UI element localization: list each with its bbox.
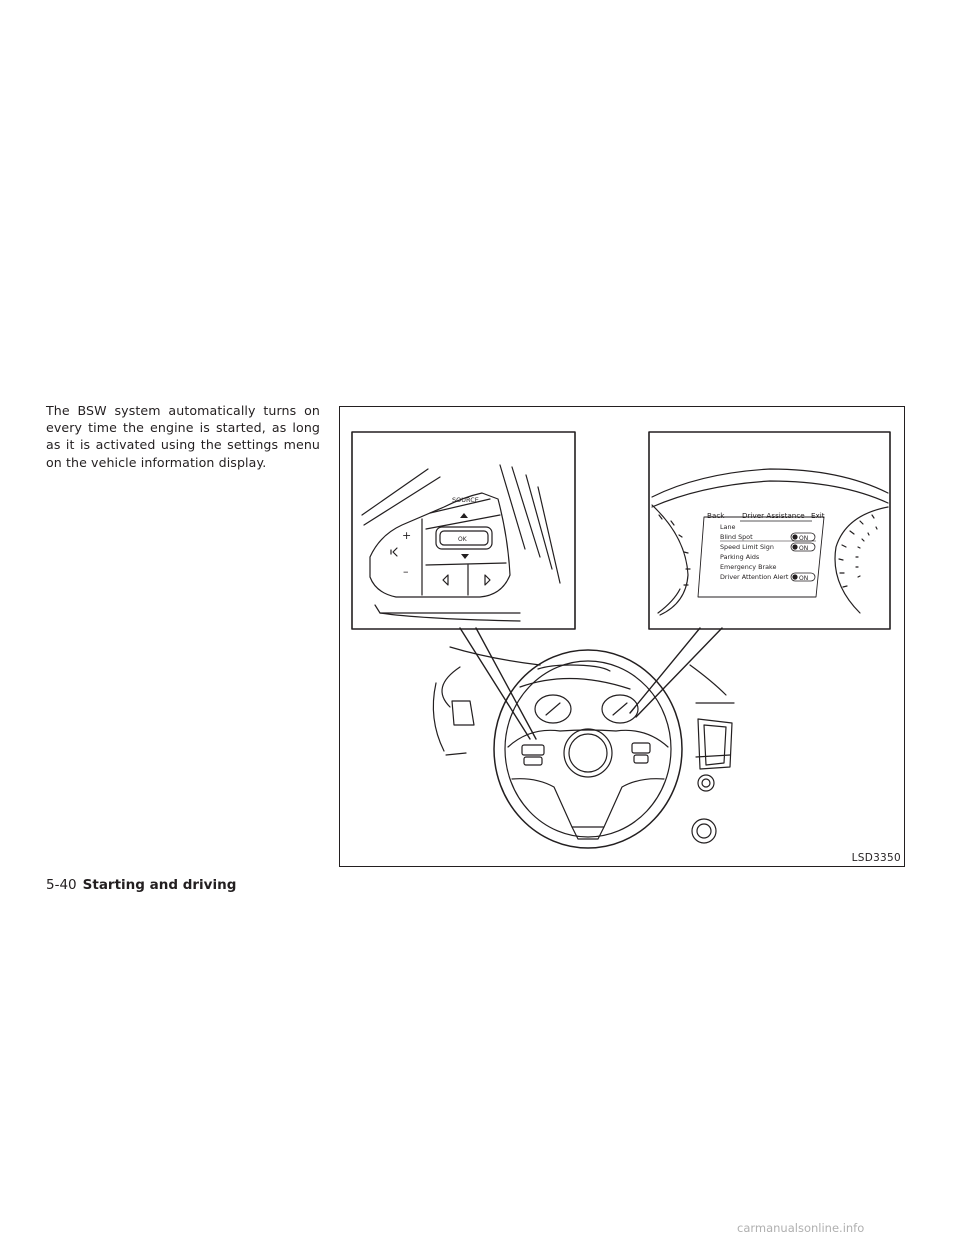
display-inset-frame <box>649 432 890 629</box>
display-back-label: Back <box>707 511 725 520</box>
menu-item-label: Lane <box>720 523 736 531</box>
figure-illustration <box>340 407 906 868</box>
source-button-label: SOURCE <box>452 496 479 504</box>
watermark: carmanualsonline.info <box>737 1221 865 1235</box>
figure-code: LSD3350 <box>851 852 901 864</box>
menu-item-label: Driver Attention Alert <box>720 573 789 581</box>
display-exit-label: Exit <box>811 511 825 520</box>
steering-wheel-drawing <box>433 647 734 848</box>
volume-down-symbol: – <box>403 565 409 578</box>
menu-item-status: ON <box>799 535 809 542</box>
page-number: 5-40 <box>46 877 77 893</box>
ok-button-label: OK <box>458 536 467 543</box>
page-footer <box>46 877 236 893</box>
display-title: Driver Assistance <box>742 511 805 520</box>
menu-item-label: Speed Limit Sign <box>720 543 774 551</box>
menu-item-label: Parking Aids <box>720 553 760 561</box>
callout-pointers <box>460 628 722 739</box>
figure-steering-and-display <box>339 406 905 867</box>
menu-item-label: Emergency Brake <box>720 563 777 571</box>
menu-item-status: ON <box>799 545 809 552</box>
body-paragraph: The BSW system automatically turns on every time the engine is started, as long as it is activated using the settings menu on the vehicle information display. <box>46 403 320 470</box>
volume-up-symbol: + <box>402 529 412 542</box>
menu-item-label: Blind Spot <box>720 533 753 541</box>
menu-item-status: ON <box>799 575 809 582</box>
section-title: Starting and driving <box>82 877 237 893</box>
